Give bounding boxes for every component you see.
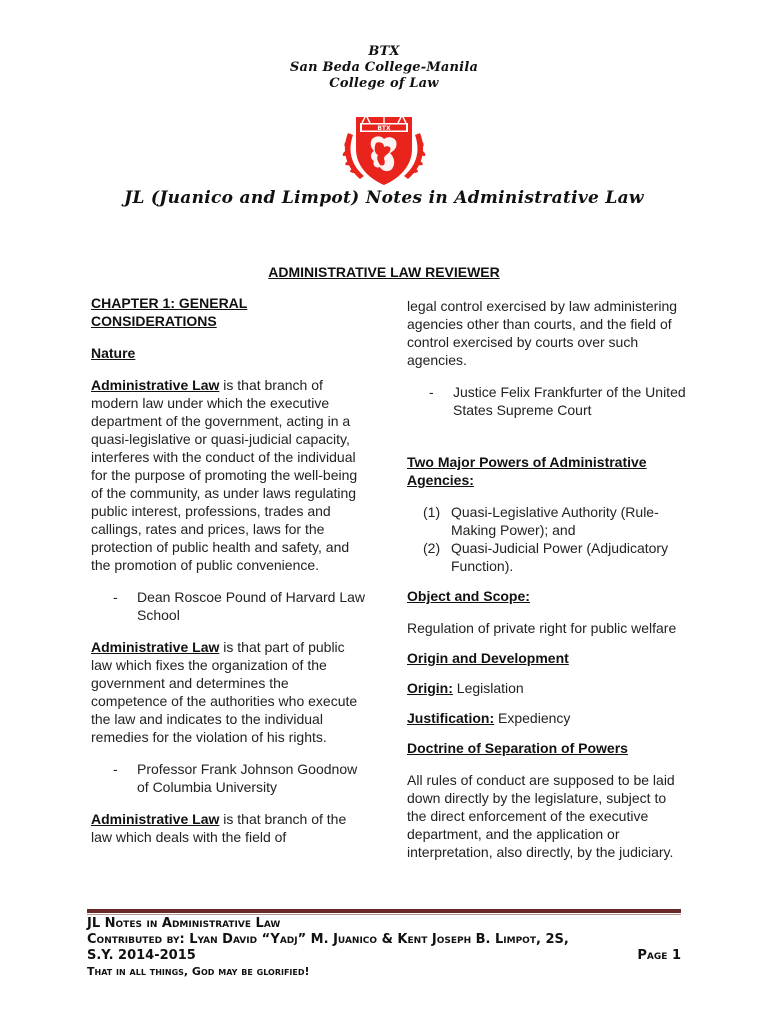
list-number: (2)	[423, 540, 441, 556]
attribution-text: Dean Roscoe Pound of Harvard Law School	[137, 589, 366, 623]
list-number: (1)	[423, 504, 441, 520]
power-item-2	[407, 539, 687, 575]
footer-year-row	[87, 948, 681, 964]
justification-line	[407, 709, 687, 727]
nature-heading: Nature	[91, 345, 136, 361]
footer-divider	[87, 909, 681, 913]
dash-bullet: -	[113, 761, 118, 777]
definition-3	[91, 810, 366, 846]
object-scope-text: Regulation of private right for public welfare	[407, 620, 677, 636]
definition-3-term: Administrative Law	[91, 811, 220, 827]
chapter-heading: CHAPTER 1: GENERAL CONSIDERATIONS	[91, 295, 248, 329]
main-heading: ADMINISTRATIVE LAW REVIEWER	[268, 264, 500, 280]
header-college: College of Law	[329, 76, 439, 91]
definition-1	[91, 376, 366, 574]
definition-2	[91, 638, 366, 746]
origin-line	[407, 679, 687, 697]
object-scope-heading: Object and Scope:	[407, 588, 530, 604]
origin-label: Origin:	[407, 680, 453, 696]
definition-1-attribution	[91, 588, 366, 624]
footer-school-year: S.Y. 2014-2015	[87, 948, 196, 963]
list-text: Quasi-Legislative Authority (Rule-Making Power); and	[451, 504, 659, 538]
definition-3-text: is that branch of the law which deals with the field of	[91, 811, 347, 845]
header-school: San Beda College-Manila	[289, 60, 479, 75]
attribution-text: Justice Felix Frankfurter of the United States Supreme Court	[453, 384, 686, 418]
dash-bullet: -	[113, 589, 118, 605]
dash-bullet: -	[429, 384, 434, 400]
power-item-1	[407, 503, 687, 539]
list-text: Quasi-Judicial Power (Adjudicatory Function).	[451, 540, 669, 574]
separation-text: All rules of conduct are supposed to be laid down directly by the legislature, subject to the direct enforcement of the executive department, and the application or interpretation, also directly, by the judiciary.	[407, 772, 675, 860]
header-btx: BTX	[368, 44, 400, 59]
left-column	[91, 294, 366, 846]
btx-seal-icon	[338, 103, 430, 187]
definition-2-attribution	[91, 760, 366, 796]
justification-value: Expediency	[494, 710, 571, 726]
document-title: JL (Juanico and Limpot) Notes in Administrative Law	[124, 188, 644, 208]
definition-3-continued: legal control exercised by law administering agencies other than courts, and the field of control exercised by courts over such agencies.	[407, 298, 678, 368]
svg-text:BTX: BTX	[377, 125, 391, 132]
definition-1-term: Administrative Law	[91, 377, 220, 393]
footer-motto: That in all things, God may be glorified!	[87, 965, 310, 978]
right-column	[407, 297, 687, 861]
institution-header	[0, 44, 768, 92]
definition-2-term: Administrative Law	[91, 639, 220, 655]
powers-heading: Two Major Powers of Administrative Agencies:	[407, 454, 647, 488]
separation-heading: Doctrine of Separation of Powers	[407, 740, 628, 756]
footer-contributors: Contributed by: Lyan David “Yadj” M. Juanico & Kent Joseph B. Limpot, 2S,	[87, 932, 569, 947]
justification-label: Justification:	[407, 710, 495, 726]
page-footer	[87, 916, 681, 980]
definition-1-text: is that branch of modern law under which the executive department of the government, acting in a quasi-legislative or quasi-judicial capacity, interferes with the conduct of the individual for the purpose of promoting the well-being of the community, as under laws regulating public interest, professions, trades and callings, rates and prices, laws for the protection of public health and safety, and the promotion of public convenience.	[91, 377, 358, 573]
footer-title: JL Notes in Administrative Law	[87, 916, 281, 931]
page-number: Page 1	[637, 948, 681, 963]
definition-2-text: is that part of public law which fixes the organization of the government and determines the competence of the authorities who execute the law and indicates to the individual remedies for the violation of his rights.	[91, 639, 358, 745]
footer-divider-thin	[87, 914, 681, 915]
origin-value: Legislation	[452, 680, 524, 696]
origin-development-heading: Origin and Development	[407, 650, 569, 666]
definition-3-attribution	[407, 383, 687, 419]
attribution-text: Professor Frank Johnson Goodnow of Columbia University	[137, 761, 358, 795]
